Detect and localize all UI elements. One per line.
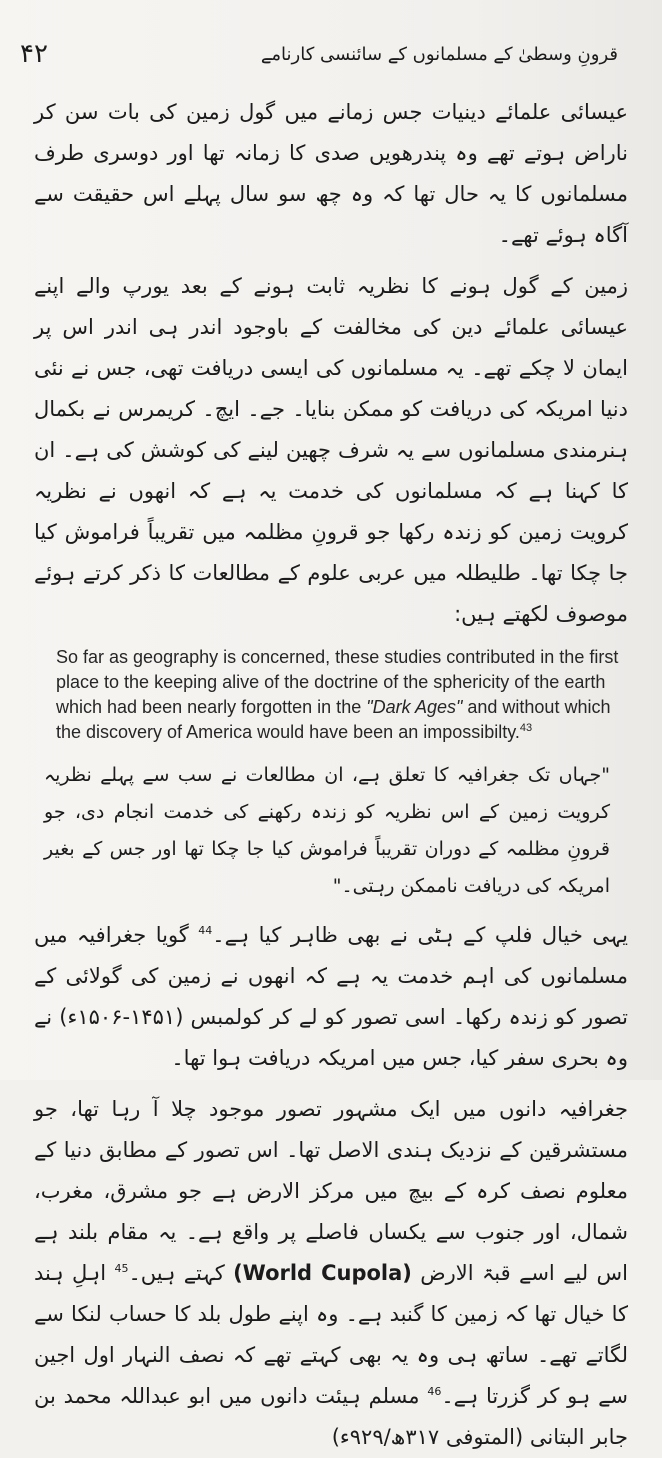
- running-title: قرونِ وسطیٰ کے مسلمانوں کے سائنسی کارنامے: [260, 43, 618, 65]
- paragraph-1: عیسائی علمائے دینیات جس زمانے میں گول زمین کی بات سن کر ناراض ہوتے تھے وہ پندرھویں صدی کا زمانہ تھا اور دوسری طرف مسلمانوں کا یہ حال تھا کہ وہ چھ سو سال پہلے اس حقیقت سے آگاہ ہوئے تھے۔: [34, 100, 628, 247]
- paragraph-4: [34, 1089, 628, 1458]
- paragraph-4-part-4: مسلم ہیئت دانوں میں ابو عبداللہ محمد بن جابر البتانی (المتوفی ۳۱۷ھ/۹۲۹ء): [34, 1384, 628, 1449]
- page-header: [20, 34, 618, 74]
- urdu-translation-quote: "جہاں تک جغرافیہ کا تعلق ہے، ان مطالعات نے سب سے پہلے نظریہ کرویت زمین کے اس نظریہ کو زندہ رکھنے کی خدمت انجام دی، جو قرونِ مظلمہ کے دوران تقریباً فراموش کیا جا چکا تھا اور جس کے بغیر امریکہ کی دریافت ناممکن رہتی۔": [44, 764, 610, 897]
- footnote-ref-45: 45: [114, 1262, 129, 1275]
- paragraph-4-part-3: اہلِ ہند کا خیال تھا کہ زمین کا گنبد ہے۔ وہ اپنے طول بلد کا حساب لنکا سے لگاتے تھے۔ ساتھ ہی وہ یہ بھی کہتے تھے کہ نصف النہار اول اجین سے ہو کر گزرتا ہے۔: [34, 1261, 628, 1408]
- english-block-quote: [34, 645, 628, 745]
- world-cupola-term: (World Cupola): [233, 1261, 412, 1285]
- quote-text-part-2: and without which the discovery of America would have been an impossibilty.: [56, 697, 611, 742]
- footnote-ref-43: 43: [519, 722, 533, 734]
- paragraph-4-part-1: جغرافیہ دانوں میں ایک مشہور تصور موجود چلا آ رہا تھا، جو مستشرقین کے نزدیک ہندی الاصل تھا۔ اس تصور کے مطابق دنیا کے معلوم نصف کرہ کے بیچ میں مرکز الارض ہے جو مشرق، مغرب، شمال، اور جنوب سے یکساں فاصلے پر واقع ہے۔ یہ مقام بلند ہے اس لیے اسے قبۃ الارض: [34, 1097, 628, 1285]
- paragraph-4-part-2: کہتے ہیں۔: [128, 1261, 234, 1285]
- page-body: [34, 92, 628, 1449]
- footnote-ref-46: 46: [427, 1385, 442, 1398]
- paragraph-3: [34, 915, 628, 1079]
- paragraph-2: زمین کے گول ہونے کا نظریہ ثابت ہونے کے بعد یورپ والے اپنے عیسائی علمائے دین کی مخالفت کے باوجود اندر ہی اندر اس پر ایمان لا چکے تھے۔ یہ مسلمانوں کی ایسی دریافت تھی، جس نے نئی دنیا امریکہ کی دریافت کو ممکن بنایا۔ جے۔ ایچ۔ کریمرس نے بکمال ہنرمندی مسلمانوں سے یہ شرف چھین لینے کی کوشش کی ہے۔ ان کا کہنا ہے کہ مسلمانوں کی خدمت یہ ہے کہ انھوں نے نظریہ کرویت زمین کو زندہ رکھا جو قرونِ مظلمہ میں تقریباً فراموش کیا جا چکا تھا۔ طلیطلہ میں عربی علوم کے مطالعات کا ذکر کرتے ہوئے موصوف لکھتے ہیں:: [34, 274, 628, 626]
- paragraph-3-part-2: گویا جغرافیہ میں مسلمانوں کی اہم خدمت یہ ہے کہ انھوں نے زمین کی گولائی کے تصور کو زندہ رکھا۔ اسی تصور کو لے کر کولمبس (۱۴۵۱-۱۵۰۶ء) نے وہ بحری سفر کیا، جس میں امریکہ دریافت ہوا تھا۔: [34, 923, 628, 1070]
- quote-dark-ages-term: "Dark Ages": [366, 697, 463, 717]
- page-number: ۴۲: [20, 39, 48, 69]
- paragraph-3-part-1: یہی خیال فلپ کے ہٹی نے بھی ظاہر کیا ہے۔: [212, 923, 628, 947]
- footnote-ref-44: 44: [198, 924, 213, 937]
- quote-text-part-1: So far as geography is concerned, these studies contributed in the first place to the keeping alive of the doctrine of the sphericity of the earth which had been nearly forgotten in the: [56, 647, 619, 717]
